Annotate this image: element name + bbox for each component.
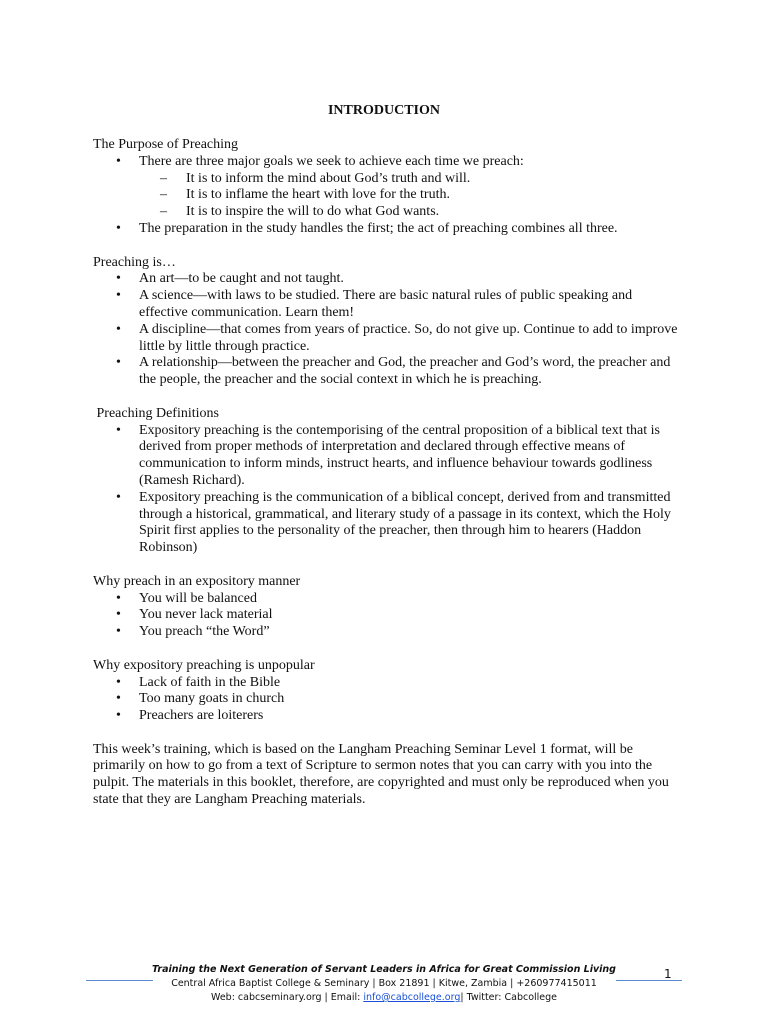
list-item-text: A science—with laws to be studied. There are basic natural rules of public speaking and effective communication. Learn them! xyxy=(139,288,633,320)
list-item xyxy=(93,624,683,641)
sub-list-item xyxy=(93,187,683,204)
bullet-icon: • xyxy=(116,271,121,287)
list-item-text: You never lack material xyxy=(139,607,273,623)
sub-list-item-text: It is to inflame the heart with love for the truth. xyxy=(186,187,450,203)
closing-paragraph: This week’s training, which is based on the Langham Preaching Seminar Level 1 format, will be primarily on how to go from a text of Scripture to sermon notes that you can carry with you into the pulpit. The materials in this booklet, therefore, are copyrighted and must only be reproduced when you state that they are Langham Preaching materials. xyxy=(93,741,669,808)
page-number: 1 xyxy=(664,967,672,981)
document-body xyxy=(93,137,683,809)
sub-list-item-text: It is to inspire the will to do what God wants. xyxy=(186,204,440,220)
bullet-icon: • xyxy=(116,691,121,707)
list-item xyxy=(93,607,683,624)
list-item xyxy=(93,490,683,557)
dash-icon: – xyxy=(160,170,167,186)
page-title: INTRODUCTION xyxy=(327,103,440,118)
list-item-text: A relationship—between the preacher and God, the preacher and God’s word, the preacher and the people, the preacher and the social context in which he is preaching. xyxy=(139,355,671,388)
footer-twitter: | Twitter: Cabcollege xyxy=(460,992,558,1003)
list-item-text: Lack of faith in the Bible xyxy=(139,674,281,690)
section xyxy=(93,574,683,641)
list-item xyxy=(93,355,683,389)
sub-list-item-text: It is to inform the mind about God’s truth and will. xyxy=(186,170,471,186)
list-item xyxy=(93,271,683,288)
bullet-icon: • xyxy=(116,220,121,236)
list-item-text: Expository preaching is the contemporising of the central proposition of a biblical text that is derived from proper methods of interpretation and declared through effective means of communication to inform minds, instruct hearts, and influence behaviour towards godliness (Ramesh Richard). xyxy=(139,422,660,488)
sections-container xyxy=(93,137,683,725)
list-item-text: An art—to be caught and not taught. xyxy=(139,271,344,287)
list-item xyxy=(93,591,683,608)
bullet-icon: • xyxy=(116,674,121,690)
list-item xyxy=(93,221,683,238)
sub-list-item xyxy=(93,204,683,221)
list-item-text: Too many goats in church xyxy=(139,691,285,707)
bullet-icon: • xyxy=(116,355,121,371)
bullet-icon: • xyxy=(116,590,121,606)
dash-icon: – xyxy=(160,204,167,220)
section xyxy=(93,406,683,557)
list-item-text: You will be balanced xyxy=(139,590,257,606)
list-item xyxy=(93,288,683,322)
dash-icon: – xyxy=(160,187,167,203)
bullet-icon: • xyxy=(116,422,121,438)
footer-email-link[interactable]: info@cabcollege.org xyxy=(363,992,461,1003)
section-heading: Why expository preaching is unpopular xyxy=(93,657,315,673)
section-heading: Why preach in an expository manner xyxy=(93,573,301,589)
footer-contact xyxy=(0,991,768,1005)
section xyxy=(93,658,683,725)
footer-address: Central Africa Baptist College & Seminary | Box 21891 | Kitwe, Zambia | +260977415011 xyxy=(171,978,597,989)
list-item xyxy=(93,691,683,708)
bullet-icon: • xyxy=(116,321,121,337)
list-item-text: There are three major goals we seek to achieve each time we preach: xyxy=(139,153,524,169)
list-item-text: Expository preaching is the communication of a biblical concept, derived from and transmitted through a historical, grammatical, and literary study of a passage in its context, which the Holy Spirit first applies to the personality of the preacher, then through him to hearers (Haddon Robinson) xyxy=(139,489,671,556)
list-item-text: A discipline—that comes from years of practice. So, do not give up. Continue to add to improve little by little through practice. xyxy=(139,321,678,354)
list-item xyxy=(93,154,683,171)
list-item xyxy=(93,675,683,692)
sub-list-container xyxy=(93,171,683,221)
bullet-list xyxy=(93,591,683,641)
section-heading: Preaching Definitions xyxy=(93,405,219,421)
list-item xyxy=(93,322,683,356)
bullet-list xyxy=(93,675,683,725)
footer-web: Web: cabcseminary.org | Email: xyxy=(210,992,364,1003)
footer-tagline: Training the Next Generation of Servant Leaders in Africa for Great Commission Living xyxy=(152,964,616,975)
bullet-list xyxy=(93,271,683,389)
bullet-list xyxy=(93,423,683,557)
bullet-icon: • xyxy=(116,489,121,505)
bullet-icon: • xyxy=(116,708,121,724)
section xyxy=(93,137,683,238)
section xyxy=(93,255,683,389)
sub-list xyxy=(93,171,683,221)
sub-list-item xyxy=(93,171,683,188)
section-heading: The Purpose of Preaching xyxy=(93,137,239,152)
list-item-text: The preparation in the study handles the first; the act of preaching combines all three. xyxy=(139,220,618,236)
bullet-icon: • xyxy=(116,153,121,169)
list-item xyxy=(93,708,683,725)
bullet-icon: • xyxy=(116,607,121,623)
list-item-text: Preachers are loiterers xyxy=(139,708,264,724)
list-item-text: You preach “the Word” xyxy=(139,624,270,640)
page-footer xyxy=(0,963,768,1005)
bullet-icon: • xyxy=(116,288,121,304)
list-item xyxy=(93,423,683,490)
bullet-list xyxy=(93,154,683,238)
section-heading: Preaching is… xyxy=(93,254,176,270)
bullet-icon: • xyxy=(116,624,121,640)
